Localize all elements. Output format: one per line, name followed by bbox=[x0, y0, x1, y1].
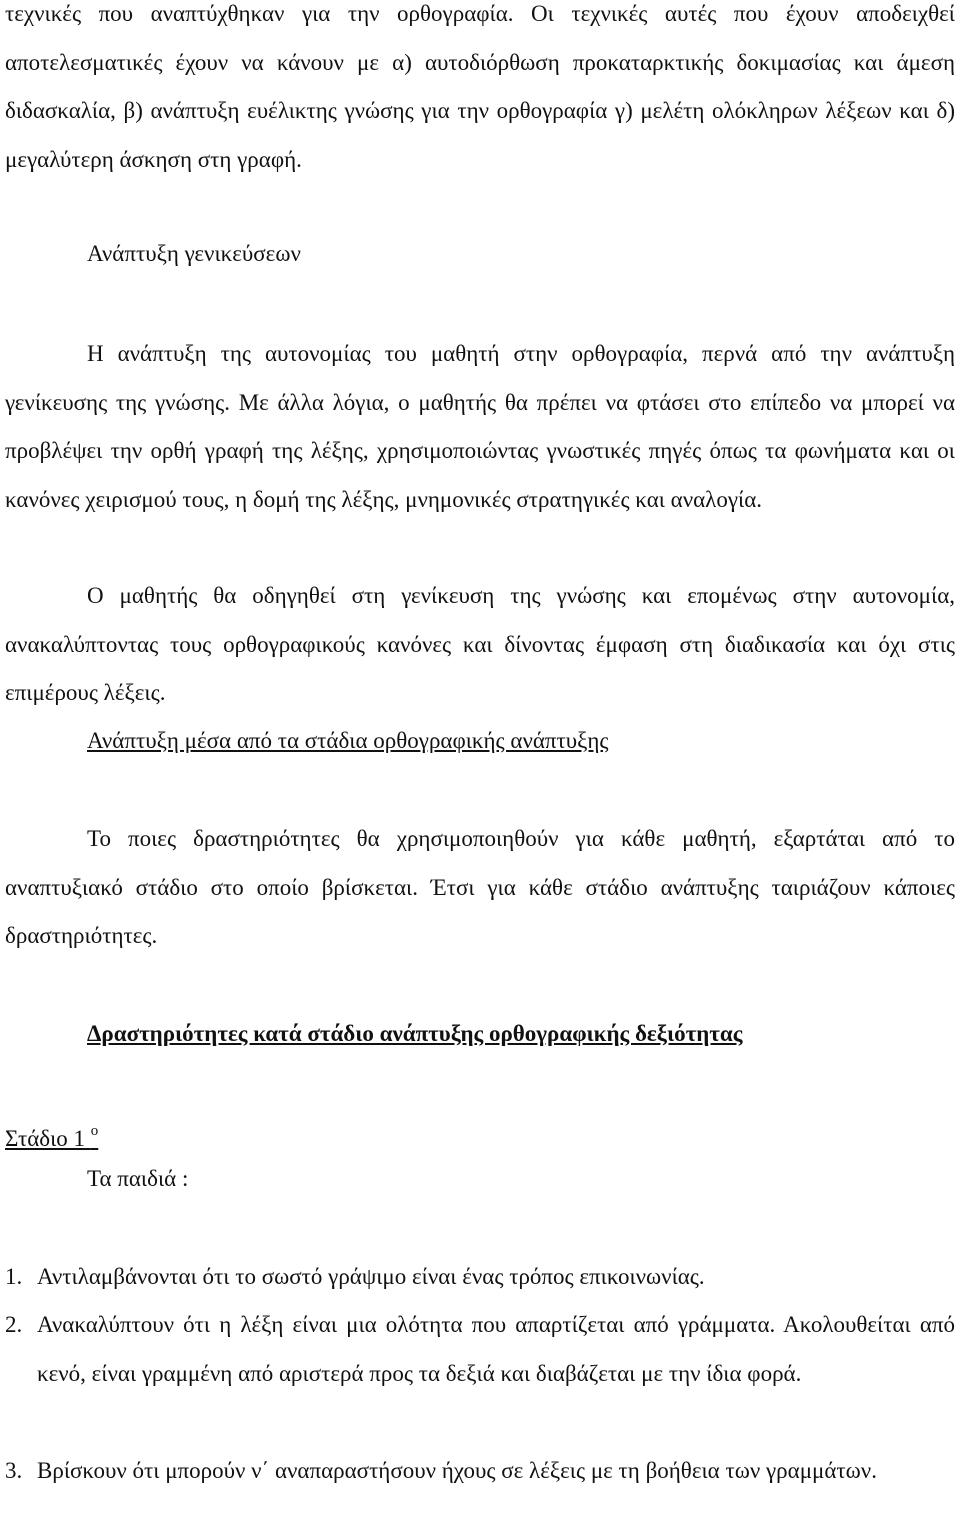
list-item-text: Ανακαλύπτουν ότι η λέξη είναι μια ολότητα που απαρτίζεται από γράμματα. Ακολουθείται από κενό, είναι γραμμένη από αριστερά προς τα δεξιά και διαβάζεται με την ίδια φορά. bbox=[37, 1312, 955, 1386]
stages-paragraph: Το ποιες δραστηριότητες θα χρησιμοποιηθούν για κάθε μαθητή, εξαρτάται από το αναπτυξιακό στάδιο στο οποίο βρίσκεται. Έτσι για κάθε στάδιο ανάπτυξης ταιριάζουν κάποιες δραστηριότητες. bbox=[5, 826, 955, 948]
list-item-number: 2. bbox=[5, 1312, 23, 1337]
list-item-text: Βρίσκουν ότι μπορούν ν΄ αναπαραστήσουν ήχους σε λέξεις με τη βοήθεια των γραμμάτων. bbox=[37, 1458, 877, 1483]
list-item bbox=[5, 1447, 955, 1496]
stage-1-title-text: Στάδιο 1 bbox=[5, 1126, 86, 1151]
stage-1-title bbox=[5, 1107, 98, 1163]
list-item-number: 1. bbox=[5, 1264, 23, 1289]
heading-generalization: Ανάπτυξη γενικεύσεων bbox=[87, 241, 301, 266]
list-item bbox=[5, 1301, 955, 1398]
children-label: Τα παιδιά : bbox=[87, 1166, 189, 1191]
list-item bbox=[5, 1253, 955, 1302]
generalization-paragraph-1: Η ανάπτυξη της αυτονομίας του μαθητή στην ορθογραφία, περνά από την ανάπτυξη γενίκευσης της γνώσης. Με άλλα λόγια, ο μαθητής θα πρέπει να φτάσει στο επίπεδο να μπορεί να προβλέψει την ορθή γραφή της λέξης, χρησιμοποιώντας γνωστικές πηγές όπως τα φωνήματα και οι κανόνες χειρισμού τους, η δομή της λέξης, μνημονικές στρατηγικές και αναλογία. bbox=[5, 341, 955, 512]
list-item-number: 3. bbox=[5, 1458, 23, 1483]
generalization-paragraph-2: Ο μαθητής θα οδηγηθεί στη γενίκευση της γνώσης και επομένως στην αυτονομία, ανακαλύπτοντας τους ορθογραφικούς κανόνες και δίνοντας έμφαση στη διαδικασία και όχι στις επιμέρους λέξεις. bbox=[5, 583, 955, 705]
list-item-text: Αντιλαμβάνονται ότι το σωστό γράψιμο είναι ένας τρόπος επικοινωνίας. bbox=[37, 1264, 705, 1289]
heading-activities: Δραστηριότητες κατά στάδιο ανάπτυξης ορθογραφικής δεξιότητας bbox=[87, 1021, 743, 1046]
intro-paragraph: τεχνικές που αναπτύχθηκαν για την ορθογραφία. Οι τεχνικές αυτές που έχουν αποδειχθεί αποτελεσματικές έχουν να κάνουν με α) αυτοδιόρθωση προκαταρκτικής δοκιμασίας και άμεση διδασκαλία, β) ανάπτυξη ευέλικτης γνώσης για την ορθογραφία γ) μελέτη ολόκληρων λέξεων και δ) μεγαλύτερη άσκηση στη γραφή. bbox=[5, 1, 955, 172]
stage-1-superscript: ο bbox=[90, 1123, 99, 1139]
heading-stages: Ανάπτυξη μέσα από τα στάδια ορθογραφικής ανάπτυξης bbox=[87, 728, 609, 753]
